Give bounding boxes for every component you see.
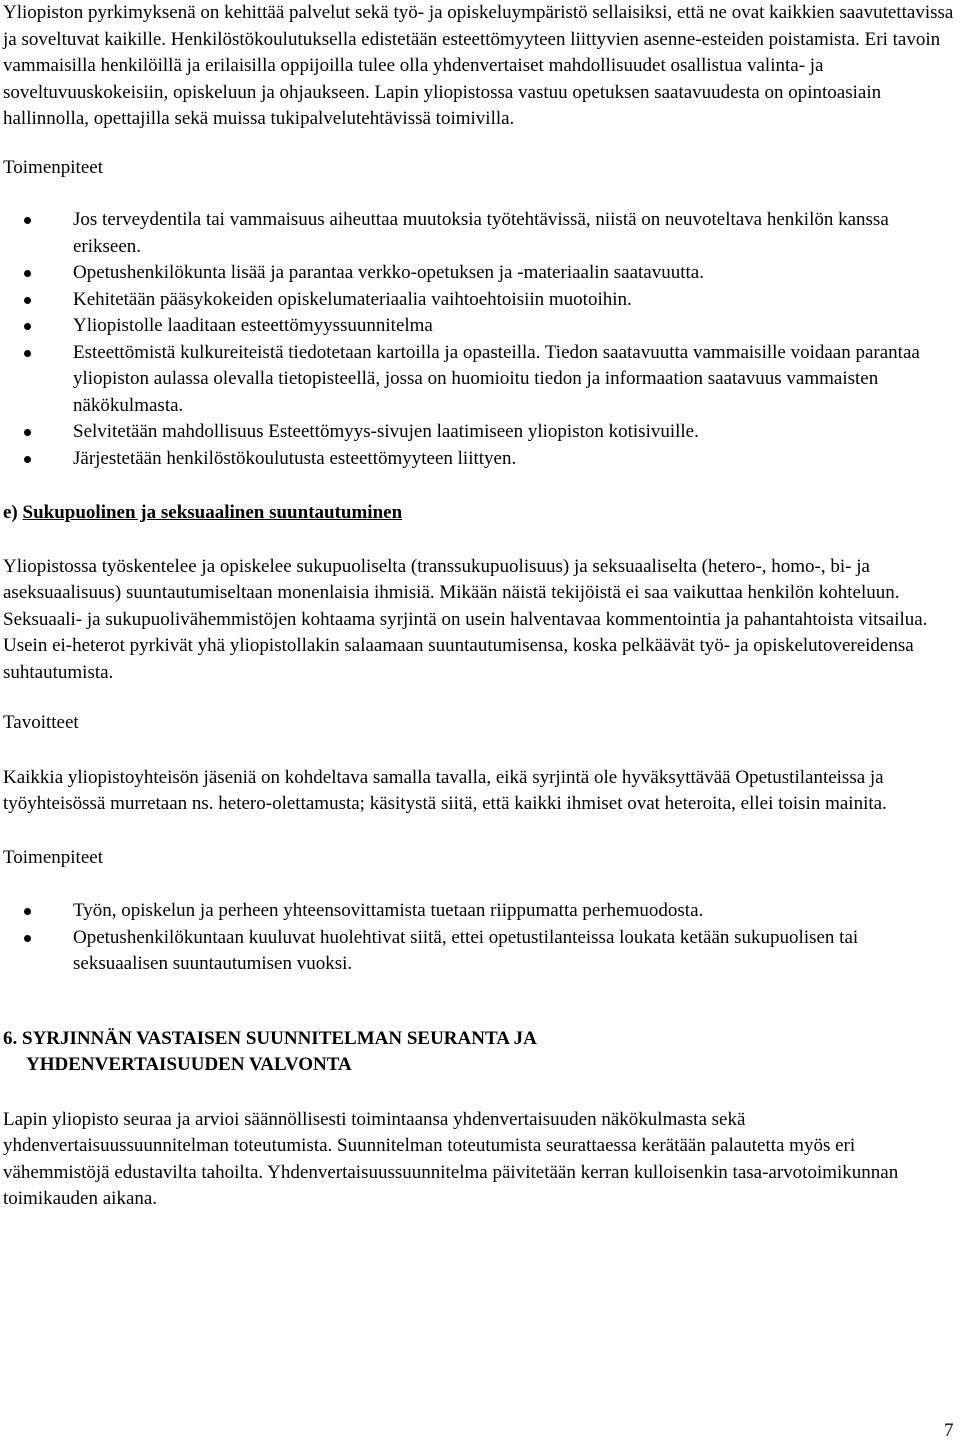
document-page (3, 0, 955, 1213)
page-number: 7 (944, 1420, 954, 1441)
tavoitteet-label: Tavoitteet (3, 712, 79, 733)
section-6-heading (3, 1026, 955, 1079)
bullet-icon (24, 908, 31, 915)
bullet-icon (24, 429, 31, 436)
tavoitteet-paragraph: Kaikkia yliopistoyhteisön jäseniä on kohdeltava samalla tavalla, eikä syrjintä ole hyväksyttävää Opetustilanteissa ja työyhteisössä murretaan ns. hetero-olettamusta; käsitystä siitä, että kaikki ihmiset ovat heteroita, ellei toisin mainita. (3, 766, 887, 814)
toimenpiteet-label-1: Toimenpiteet (3, 156, 103, 178)
toimenpiteet-list-1 (3, 207, 955, 472)
list-item: Esteettömistä kulkureiteistä tiedotetaan kartoilla ja opasteilla. Tiedon saatavuutta vammaisille voidaan parantaa yliopiston aulassa olevalla tietopisteellä, jossa on huomioitu tiedon ja informaation saatavuus vammaisten näkökulmasta. (3, 340, 955, 420)
list-item: Jos terveydentila tai vammaisuus aiheuttaa muutoksia työtehtävissä, niistä on neuvoteltava henkilön kanssa erikseen. (3, 207, 955, 260)
toimenpiteet-label-2: Toimenpiteet (3, 846, 103, 868)
list-item: Kehitetään pääsykokeiden opiskelumateriaalia vaihtoehtoisiin muotoihin. (3, 287, 955, 314)
bullet-icon (24, 350, 31, 357)
list-item: Selvitetään mahdollisuus Esteettömyys-sivujen laatimiseen yliopiston kotisivuille. (3, 419, 955, 446)
section-6-heading-line1: 6. SYRJINNÄN VASTAISEN SUUNNITELMAN SEURANTA JA (3, 1027, 537, 1049)
list-item: Opetushenkilökunta lisää ja parantaa verkko-opetuksen ja -materiaalin saatavuutta. (3, 260, 955, 287)
bullet-icon (24, 456, 31, 463)
section-6-paragraph: Lapin yliopisto seuraa ja arvioi säännöllisesti toimintaansa yhdenvertaisuuden näkökulmasta sekä yhdenvertaisuussuunnitelman toteutumista. Suunnitelman toteutumista seurattaessa kerätään palautetta myös eri vähemmistöjä edustavilta tahoilta. Yhdenvertaisuussuunnitelma päivitetään kerran kulloisenkin tasa-arvotoimikunnan toimikauden aikana. (3, 1108, 899, 1209)
list-item: Opetushenkilökuntaan kuuluvat huolehtivat siitä, ettei opetustilanteissa loukata ketään sukupuolisen tai seksuaalisen suuntautumisen vuoksi. (3, 925, 955, 978)
section-e-prefix: e) (3, 502, 23, 523)
section-e-paragraph: Yliopistossa työskentelee ja opiskelee sukupuoliselta (transsukupuolisuus) ja seksuaaliselta (hetero-, homo-, bi- ja aseksuaalisuus) suuntautumiseltaan monenlaisia ihmisiä. Mikään näistä tekijöistä ei saa vaikuttaa henkilön kohteluun. Seksuaali- ja sukupuolivähemmistöjen kohtaama syrjintä on usein halventavaa kommentointia ja pahantahtoista vitsailua. Usein ei-heterot pyrkivät yhä yliopistollakin salaamaan suuntautumisensa, koska pelkäävät työ- ja opiskelutovereidensa suhtautumista. (3, 555, 928, 683)
bullet-icon (24, 935, 31, 942)
list-item: Yliopistolle laaditaan esteettömyyssuunnitelma (3, 313, 955, 340)
section-6-heading-line2: YHDENVERTAISUUDEN VALVONTA (26, 1054, 352, 1075)
bullet-icon (24, 297, 31, 304)
section-e-heading (3, 500, 955, 527)
list-item: Työn, opiskelun ja perheen yhteensovittamista tuetaan riippumatta perhemuodosta. (3, 898, 955, 925)
bullet-icon (24, 217, 31, 224)
toimenpiteet-list-2 (3, 898, 955, 978)
bullet-icon (24, 323, 31, 330)
intro-paragraph: Yliopiston pyrkimyksenä on kehittää palvelut sekä työ- ja opiskeluympäristö sellaisiksi, että ne ovat kaikkien saavutettavissa ja soveltuvat kaikille. Henkilöstökoulutuksella edistetään esteettömyyteen liittyvien asenne-esteiden poistamista. Eri tavoin vammaisilla henkilöillä ja erilaisilla oppijoilla tulee olla yhdenvertaiset mahdollisuudet osallistua valinta- ja soveltuvuuskokeisiin, opiskeluun ja ohjaukseen. Lapin yliopistossa vastuu opetuksen saatavuudesta on opintoasiain hallinnolla, opettajilla sekä muissa tukipalvelutehtävissä toimivilla. (3, 2, 954, 129)
bullet-icon (24, 270, 31, 277)
section-e-title: Sukupuolinen ja seksuaalinen suuntautuminen (22, 502, 403, 523)
list-item: Järjestetään henkilöstökoulutusta esteettömyyteen liittyen. (3, 446, 955, 473)
